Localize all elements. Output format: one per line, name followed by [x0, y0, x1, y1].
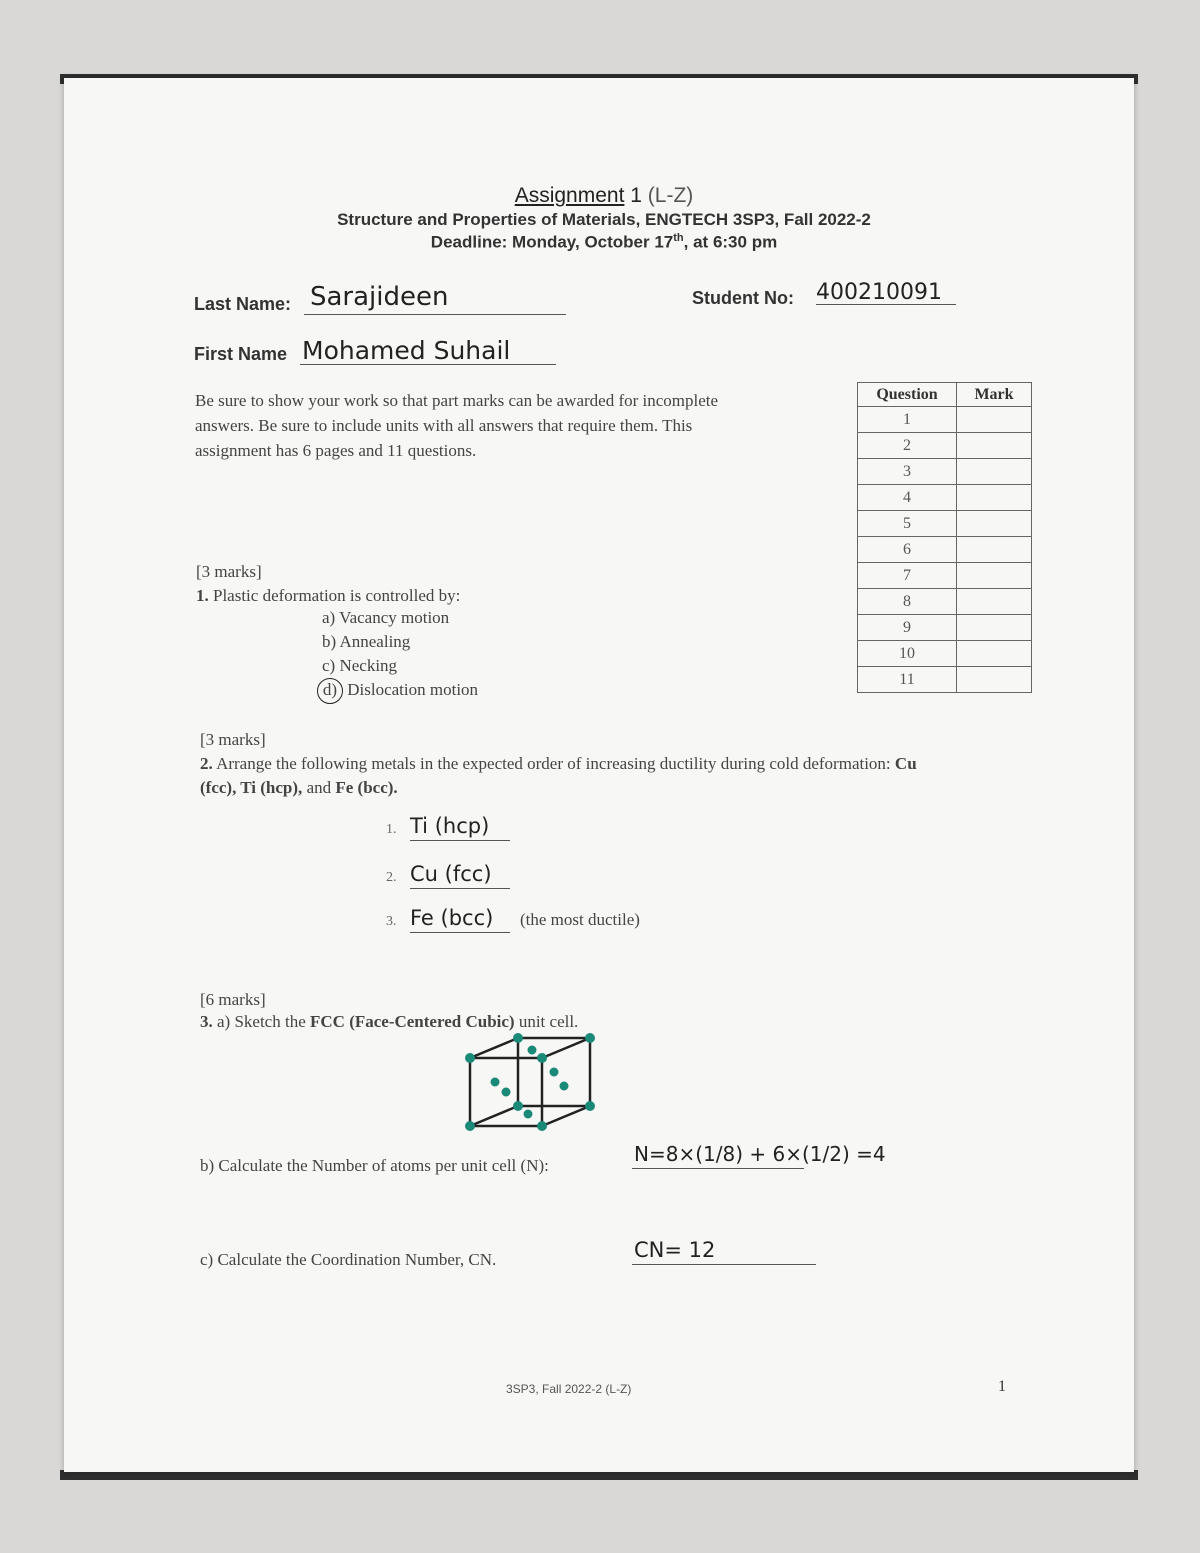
- q3-part-b: b) Calculate the Number of atoms per unit cell (N):: [200, 1156, 549, 1175]
- first-name-value: Mohamed Suhail: [302, 336, 511, 365]
- mark-cell: [957, 485, 1032, 511]
- q2-marks: [3 marks]: [200, 730, 266, 749]
- fcc-unit-cell-sketch: [460, 1028, 600, 1138]
- q1-option-a: a) Vacancy motion: [322, 608, 450, 627]
- mark-cell: [957, 667, 1032, 693]
- marks-table-header: [858, 383, 1032, 407]
- q3-part-b-line: [632, 1168, 804, 1169]
- q3-part-b-answer: N=8×(1/8) + 6×(1/2) =4: [634, 1142, 886, 1166]
- selected-answer-circle: d): [317, 678, 343, 704]
- first-name-line: [300, 364, 556, 365]
- mark-cell: [957, 433, 1032, 459]
- last-name-label: Last Name:: [194, 294, 292, 314]
- q1-prompt: 1. Plastic deformation is controlled by:: [196, 586, 461, 605]
- table-row: 11: [858, 667, 1032, 693]
- assignment-page: [64, 78, 1134, 1472]
- mark-cell: [957, 589, 1032, 615]
- q1-option-c: c) Necking: [322, 656, 398, 675]
- mark-cell: [957, 511, 1032, 537]
- q3-marks: [6 marks]: [200, 990, 266, 1009]
- q2-answer-1: 1. Ti (hcp): [386, 814, 510, 841]
- q1-option-d: d) Dislocation motion: [322, 678, 478, 704]
- page-footer: 3SP3, Fall 2022-2 (L-Z): [506, 1382, 632, 1396]
- q3-part-c: c) Calculate the Coordination Number, CN.: [200, 1250, 497, 1269]
- mark-cell: [957, 641, 1032, 667]
- mark-cell: [957, 563, 1032, 589]
- title-section: (L-Z): [647, 184, 694, 207]
- question-header: Question: [858, 383, 957, 407]
- q2-answer-3: 3. Fe (bcc) (the most ductile): [386, 906, 640, 933]
- q3-part-c-line: [632, 1264, 816, 1265]
- table-row: 3: [858, 459, 1032, 485]
- mark-header: Mark: [957, 383, 1032, 407]
- course-name: Structure and Properties of Materials, ENGTECH 3SP3, Fall 2022-2: [337, 210, 871, 229]
- mark-cell: [957, 459, 1032, 485]
- instructions: Be sure to show your work so that part marks can be awarded for incomplete answers. Be sure to include units with all answers that require them. This assignment has 6 pages and 11 questions.: [195, 391, 719, 460]
- table-row: 2: [858, 433, 1032, 459]
- table-row: 7: [858, 563, 1032, 589]
- q3-part-a: 3. a) Sketch the FCC (Face-Centered Cubic) unit cell.: [200, 1012, 579, 1031]
- mark-cell: [957, 407, 1032, 433]
- table-row: 9: [858, 615, 1032, 641]
- table-row: 1: [858, 407, 1032, 433]
- mark-cell: [957, 615, 1032, 641]
- student-no-label: Student No:: [692, 288, 794, 308]
- page-header: [284, 184, 924, 253]
- title-number: 1: [630, 184, 642, 207]
- student-no-line: [816, 304, 956, 305]
- q2-answer-2: 2. Cu (fcc): [386, 862, 510, 889]
- page-number: 1: [998, 1378, 1006, 1395]
- table-row: 10: [858, 641, 1032, 667]
- assignment-title: [284, 184, 924, 208]
- q3-part-c-answer: CN= 12: [634, 1238, 716, 1262]
- q2-prompt: 2. Arrange the following metals in the expected order of increasing ductility during cold deformation: Cu (fcc), Ti (hcp), and Fe (bcc).: [200, 754, 917, 797]
- table-row: 5: [858, 511, 1032, 537]
- last-name-value: Sarajideen: [310, 282, 449, 312]
- q1-option-b: b) Annealing: [322, 632, 411, 651]
- table-row: 6: [858, 537, 1032, 563]
- table-row: 8: [858, 589, 1032, 615]
- first-name-label: First Name: [194, 344, 288, 364]
- table-row: 4: [858, 485, 1032, 511]
- marks-table: [857, 382, 1032, 693]
- mark-cell: [957, 537, 1032, 563]
- atoms: [465, 1033, 595, 1131]
- student-no-value: 400210091: [816, 280, 942, 305]
- deadline: Deadline: Monday, October 17th, at 6:30 pm: [430, 232, 778, 252]
- q1-marks: [3 marks]: [196, 562, 262, 581]
- last-name-line: [304, 314, 566, 315]
- most-ductile-note: (the most ductile): [520, 910, 640, 929]
- title-word: Assignment: [514, 184, 625, 207]
